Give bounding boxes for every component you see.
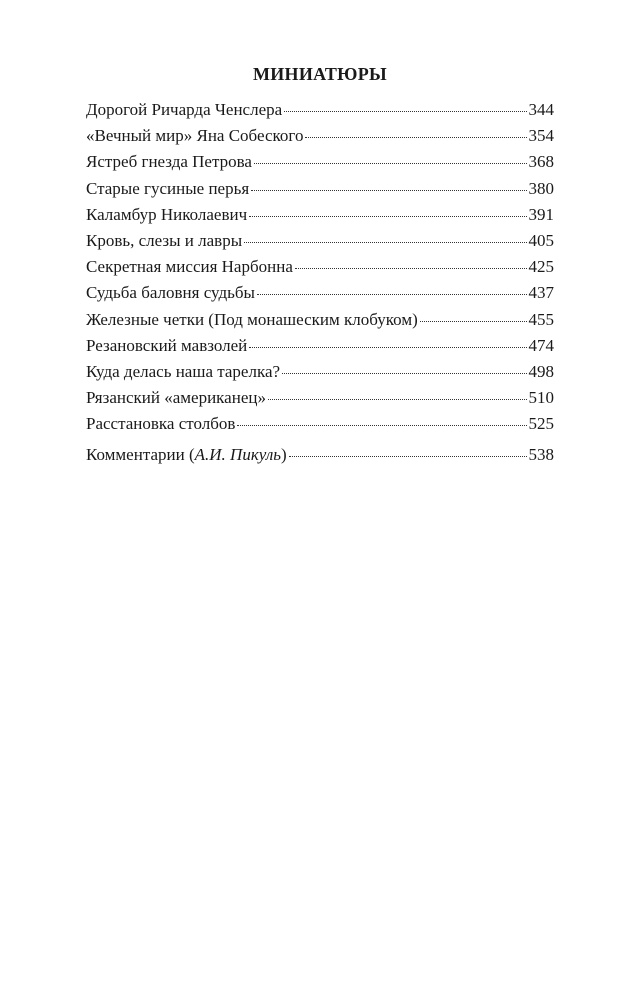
dot-leader: [420, 320, 527, 322]
toc-entry-title: [86, 444, 287, 466]
toc-entry-page: 455: [528, 309, 554, 329]
toc-entry-title: «Вечный мир» Яна Собеского: [86, 126, 304, 146]
toc-entry: [86, 413, 554, 439]
toc-entry-title: Кровь, слезы и лавры: [86, 230, 243, 250]
toc-entry-title: Железные четки (Под монашеским клобуком): [86, 309, 418, 329]
toc-entry-title: Расстановка столбов: [86, 414, 236, 434]
toc-entry: [86, 230, 554, 256]
toc-entry-page: 510: [528, 388, 554, 408]
toc-entry-page: 498: [528, 361, 554, 381]
toc-entry: [86, 256, 554, 282]
toc-entry: [86, 178, 554, 204]
dot-leader: [284, 110, 526, 112]
dot-leader: [295, 267, 527, 269]
page-title: МИНИАТЮРЫ: [252, 64, 388, 84]
toc-entry-page: 425: [528, 257, 554, 277]
comments-author: А.И. Пикуль: [194, 445, 282, 465]
dot-leader: [244, 241, 526, 243]
toc-entry: [86, 282, 554, 308]
toc-entry: [86, 387, 554, 413]
toc-entry: [86, 309, 554, 335]
toc-entry-title: Старые гусиные перья: [86, 178, 250, 198]
toc-entry-title: Ястреб гнезда Петрова: [86, 152, 252, 172]
comments-label: Комментарии (: [86, 445, 195, 465]
toc-entry-page: 344: [528, 100, 554, 119]
toc-entry-page: 368: [528, 152, 554, 172]
table-of-contents: [86, 99, 554, 471]
dot-leader: [251, 189, 526, 191]
toc-entry: [86, 361, 554, 387]
toc-entry-title: Дорогой Ричарда Ченслера: [86, 100, 283, 119]
toc-entry-title: Рязанский «американец»: [86, 388, 266, 408]
toc-entry: [86, 204, 554, 230]
toc-entry-comments: [86, 444, 554, 470]
toc-entry-page: 437: [528, 283, 554, 303]
toc-entry-title: Секретная миссия Нарбонна: [86, 257, 293, 277]
toc-entry: [86, 125, 554, 151]
dot-leader: [289, 455, 527, 457]
dot-leader: [254, 162, 527, 164]
toc-entry: [86, 151, 554, 177]
toc-entry-page: 538: [528, 445, 554, 465]
toc-entry-page: 380: [528, 178, 554, 198]
toc-entry-title: Каламбур Николаевич: [86, 204, 248, 224]
dot-leader: [305, 136, 526, 138]
toc-entry: [86, 99, 554, 125]
dot-leader: [257, 293, 527, 295]
toc-entry-page: 391: [528, 204, 554, 224]
toc-entry-page: 354: [528, 126, 554, 146]
toc-entry-page: 474: [528, 335, 554, 355]
toc-entry-title: Резановский мавзолей: [86, 335, 248, 355]
dot-leader: [249, 346, 526, 348]
dot-leader: [249, 215, 526, 217]
comments-label-end: ): [281, 445, 287, 465]
toc-entry-page: 405: [528, 230, 554, 250]
dot-leader: [282, 372, 526, 374]
toc-entry-title: Куда делась наша тарелка?: [86, 361, 281, 381]
dot-leader: [237, 424, 526, 426]
toc-entry: [86, 335, 554, 361]
toc-entry-page: 525: [528, 414, 554, 434]
dot-leader: [268, 398, 527, 400]
toc-entry-title: Судьба баловня судьбы: [86, 283, 255, 303]
